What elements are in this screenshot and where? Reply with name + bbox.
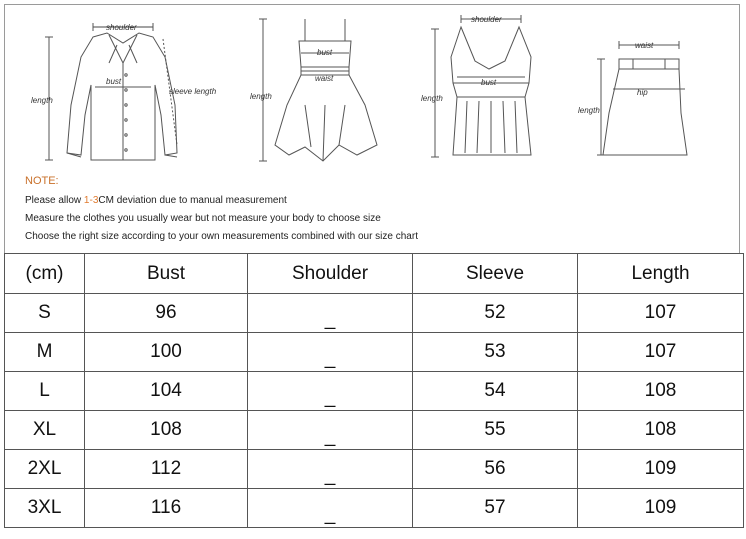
skirt-illustration — [603, 59, 687, 155]
label-dress-bust: bust — [317, 48, 333, 57]
table-row — [5, 489, 744, 528]
label-shirt-bust: bust — [106, 77, 122, 86]
bust-cell: 104 — [85, 372, 248, 411]
length-cell: 109 — [578, 450, 744, 489]
sleeve-cell: 56 — [413, 450, 578, 489]
label-tank-bust: bust — [481, 78, 497, 87]
label-skirt-length: length — [578, 106, 600, 115]
label-dress-length: length — [250, 92, 272, 101]
bust-cell: 112 — [85, 450, 248, 489]
table-row — [5, 333, 744, 372]
label-shirt-length: length — [31, 96, 53, 105]
shoulder-cell — [248, 294, 413, 333]
note-line-3: Choose the right size according to your own measurements combined with our size chart — [25, 231, 418, 242]
header-cell-unit: (cm) — [5, 254, 85, 294]
shoulder-cell — [248, 450, 413, 489]
garment-illustrations-svg — [5, 5, 741, 173]
header-cell-sleeve: Sleeve — [413, 254, 578, 294]
size-cell: S — [5, 294, 85, 333]
size-cell: XL — [5, 411, 85, 450]
bust-cell: 108 — [85, 411, 248, 450]
label-shirt-shoulder: shoulder — [106, 23, 137, 32]
sleeve-cell: 55 — [413, 411, 578, 450]
sleeve-cell: 53 — [413, 333, 578, 372]
length-cell: 109 — [578, 489, 744, 528]
tank-top-illustration — [451, 27, 531, 155]
note-heading: NOTE: — [25, 175, 59, 187]
shoulder-value: _ — [324, 387, 336, 408]
shoulder-cell — [248, 372, 413, 411]
note-line-1-text-b: CM deviation due to manual measurement — [98, 195, 287, 206]
note-line-1 — [25, 194, 725, 207]
label-tank-shoulder: shoulder — [471, 15, 502, 24]
label-shirt-sleeve: sleeve length — [169, 87, 217, 96]
notes-section — [25, 175, 725, 248]
label-tank-length: length — [421, 94, 443, 103]
label-dress-waist: waist — [315, 74, 334, 83]
table-header-row — [5, 254, 744, 294]
header-cell-bust: Bust — [85, 254, 248, 294]
shoulder-value: _ — [324, 465, 336, 486]
shoulder-value: _ — [324, 309, 336, 330]
dress-illustration — [275, 19, 377, 161]
note-line-1-highlight: 1-3 — [83, 195, 99, 206]
table-row — [5, 411, 744, 450]
shoulder-cell — [248, 411, 413, 450]
header-cell-shoulder: Shoulder — [248, 254, 413, 294]
shoulder-cell — [248, 489, 413, 528]
shoulder-value: _ — [324, 348, 336, 369]
table-row — [5, 450, 744, 489]
length-cell: 107 — [578, 333, 744, 372]
bust-cell: 96 — [85, 294, 248, 333]
shoulder-cell — [248, 333, 413, 372]
label-skirt-hip: hip — [637, 88, 648, 97]
shirt-illustration — [67, 33, 177, 160]
size-chart-table — [4, 253, 744, 528]
table-row — [5, 294, 744, 333]
sleeve-cell: 54 — [413, 372, 578, 411]
note-line-2: Measure the clothes you usually wear but not measure your body to choose size — [25, 213, 381, 224]
size-cell: 2XL — [5, 450, 85, 489]
bust-cell: 100 — [85, 333, 248, 372]
garment-illustrations — [5, 5, 741, 173]
size-cell: M — [5, 333, 85, 372]
table-row — [5, 372, 744, 411]
size-cell: L — [5, 372, 85, 411]
sleeve-cell: 52 — [413, 294, 578, 333]
length-cell: 108 — [578, 411, 744, 450]
shoulder-value: _ — [324, 504, 336, 525]
length-cell: 108 — [578, 372, 744, 411]
sleeve-cell: 57 — [413, 489, 578, 528]
bust-cell: 116 — [85, 489, 248, 528]
shoulder-value: _ — [324, 426, 336, 447]
size-cell: 3XL — [5, 489, 85, 528]
header-cell-length: Length — [578, 254, 744, 294]
label-skirt-waist: waist — [635, 41, 654, 50]
note-line-1-text-a: Please allow — [25, 195, 84, 206]
measurement-guide-panel — [4, 4, 740, 254]
length-cell: 107 — [578, 294, 744, 333]
